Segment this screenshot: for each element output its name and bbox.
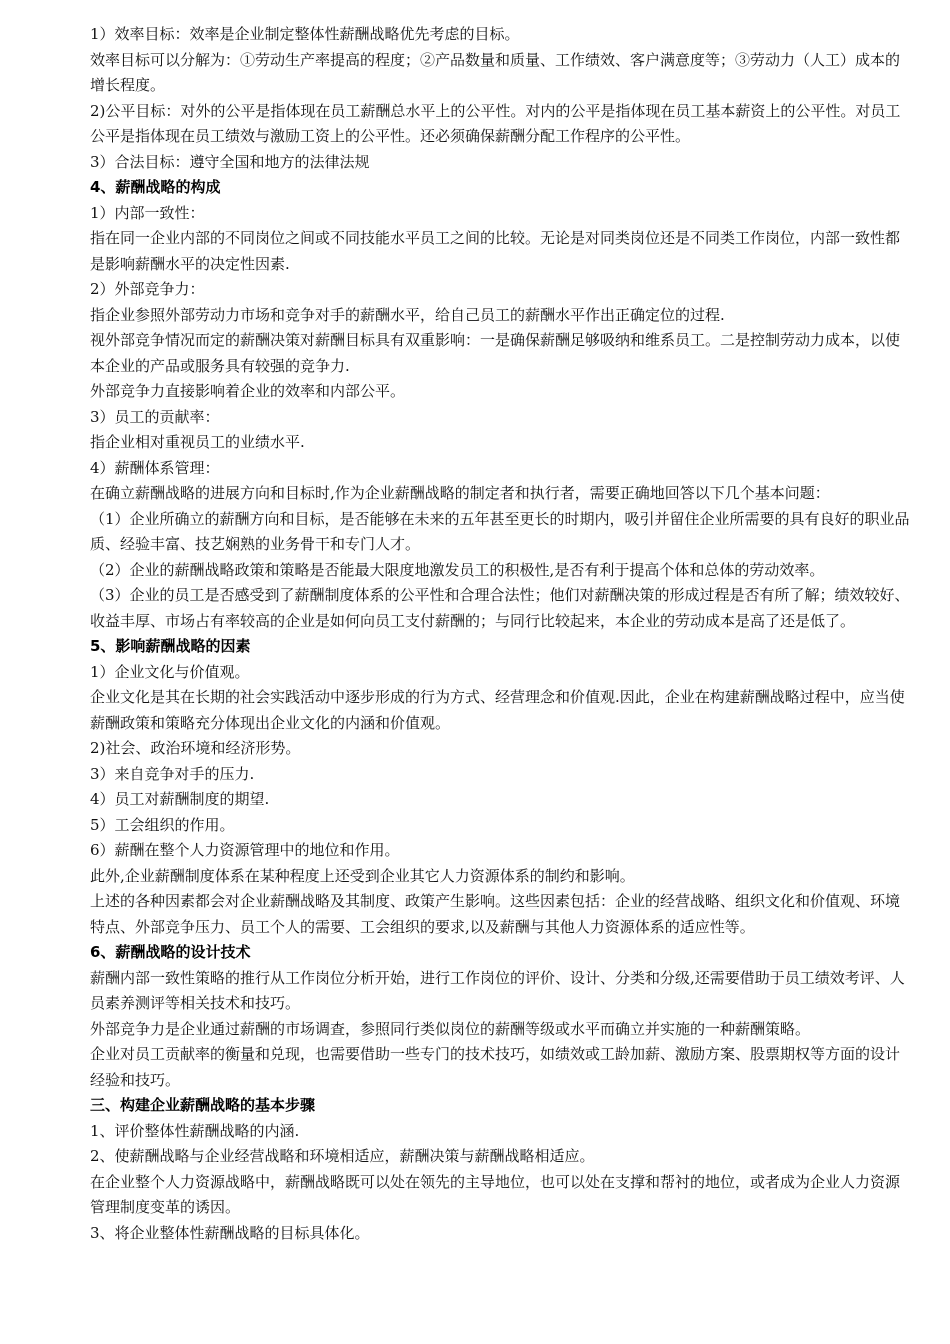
paragraph: 3）合法目标：遵守全国和地方的法律法规 [90,152,370,171]
paragraph: 企业对员工贡献率的衡量和兑现，也需要借助一些专门的技术技巧，如绩效或工龄加薪、激励方案、股票期权等方面的设计经验和技巧。 [90,1045,901,1089]
document-page [90,22,912,1246]
paragraph: 在确立薪酬战略的进展方向和目标时,作为企业薪酬战略的制定者和执行者，需要正确地回答以下几个基本问题： [90,484,830,502]
paragraph: 6）薪酬在整个人力资源管理中的地位和作用。 [90,841,400,859]
paragraph: 指企业相对重视员工的业绩水平. [90,433,305,451]
paragraph: 2)社会、政治环境和经济形势。 [90,739,301,757]
paragraph: 2）外部竞争力： [90,280,205,298]
paragraph: 3）员工的贡献率： [90,407,220,426]
section-heading: 6、薪酬战略的设计技术 [90,943,251,961]
paragraph: 此外,企业薪酬制度体系在某种程度上还受到企业其它人力资源体系的制约和影响。 [90,866,635,885]
paragraph: 指在同一企业内部的不同岗位之间或不同技能水平员工之间的比较。无论是对同类岗位还是不同类工作岗位，内部一致性都是影响薪酬水平的决定性因素. [90,229,901,273]
paragraph: 3）来自竞争对手的压力. [90,764,255,783]
paragraph: 上述的各种因素都会对企业薪酬战略及其制度、政策产生影响。这些因素包括：企业的经营战略、组织文化和价值观、环境特点、外部竞争压力、员工个人的需要、工会组织的要求,以及薪酬与其他人力资源体系的适应性等。 [90,892,901,936]
paragraph: 外部竞争力是企业通过薪酬的市场调查，参照同行类似岗位的薪酬等级或水平而确立并实施的一种薪酬策略。 [90,1019,811,1038]
paragraph: 1）企业文化与价值观。 [90,662,250,681]
section-heading: 4、薪酬战略的构成 [90,178,221,196]
section-heading: 5、影响薪酬战略的因素 [90,637,251,655]
paragraph: 3、将企业整体性薪酬战略的目标具体化。 [90,1223,370,1242]
paragraph: 4）薪酬体系管理： [90,458,220,477]
paragraph: （2）企业的薪酬战略政策和策略是否能最大限度地激发员工的积极性,是否有利于提高个体和总体的劳动效率。 [90,560,825,579]
paragraph: 1、评价整体性薪酬战略的内涵. [90,1121,300,1140]
paragraph: （3）企业的员工是否感受到了薪酬制度体系的公平性和合理合法性；他们对薪酬决策的形成过程是否有所了解；绩效较好、收益丰厚、市场占有率较高的企业是如何向员工支付薪酬的；与同行比较起来，本企业的劳动成本是高了还是低了。 [90,586,910,630]
paragraph: 5）工会组织的作用。 [90,815,235,834]
paragraph: 1）效率目标：效率是企业制定整体性薪酬战略优先考虑的目标。 [90,25,520,43]
paragraph: 在企业整个人力资源战略中，薪酬战略既可以处在领先的主导地位，也可以处在支撑和帮衬的地位，或者成为企业人力资源管理制度变革的诱因。 [90,1172,901,1216]
paragraph: 外部竞争力直接影响着企业的效率和内部公平。 [90,382,406,400]
paragraph: 效率目标可以分解为：①劳动生产率提高的程度；②产品数量和质量、工作绩效、客户满意度等；③劳动力（人工）成本的增长程度。 [90,50,901,94]
paragraph: 2)公平目标：对外的公平是指体现在员工薪酬总水平上的公平性。对内的公平是指体现在员工基本薪资上的公平性。对员工公平是指体现在员工绩效与激励工资上的公平性。还必须确保薪酬分配工作程序的公平性。 [90,101,901,145]
paragraph: 视外部竞争情况而定的薪酬决策对薪酬目标具有双重影响：一是确保薪酬足够吸纳和维系员工。二是控制劳动力成本，以使本企业的产品或服务具有较强的竞争力. [90,331,901,375]
paragraph: 指企业参照外部劳动力市场和竞争对手的薪酬水平，给自己员工的薪酬水平作出正确定位的过程. [90,305,725,324]
paragraph: （1）企业所确立的薪酬方向和目标，是否能够在未来的五年甚至更长的时期内，吸引并留住企业所需要的具有良好的职业品质、经验丰富、技艺娴熟的业务骨干和专门人才。 [90,509,910,553]
paragraph: 1）内部一致性： [90,203,205,222]
chapter-heading: 三、构建企业薪酬战略的基本步骤 [90,1096,316,1114]
paragraph: 2、使薪酬战略与企业经营战略和环境相适应，薪酬决策与薪酬战略相适应。 [90,1147,595,1165]
paragraph: 4）员工对薪酬制度的期望. [90,790,270,808]
paragraph: 企业文化是其在长期的社会实践活动中逐步形成的行为方式、经营理念和价值观.因此，企业在构建薪酬战略过程中，应当使薪酬政策和策略充分体现出企业文化的内涵和价值观。 [90,688,905,732]
paragraph: 薪酬内部一致性策略的推行从工作岗位分析开始，进行工作岗位的评价、设计、分类和分级,还需要借助于员工绩效考评、人员素养测评等相关技术和技巧。 [90,968,905,1012]
